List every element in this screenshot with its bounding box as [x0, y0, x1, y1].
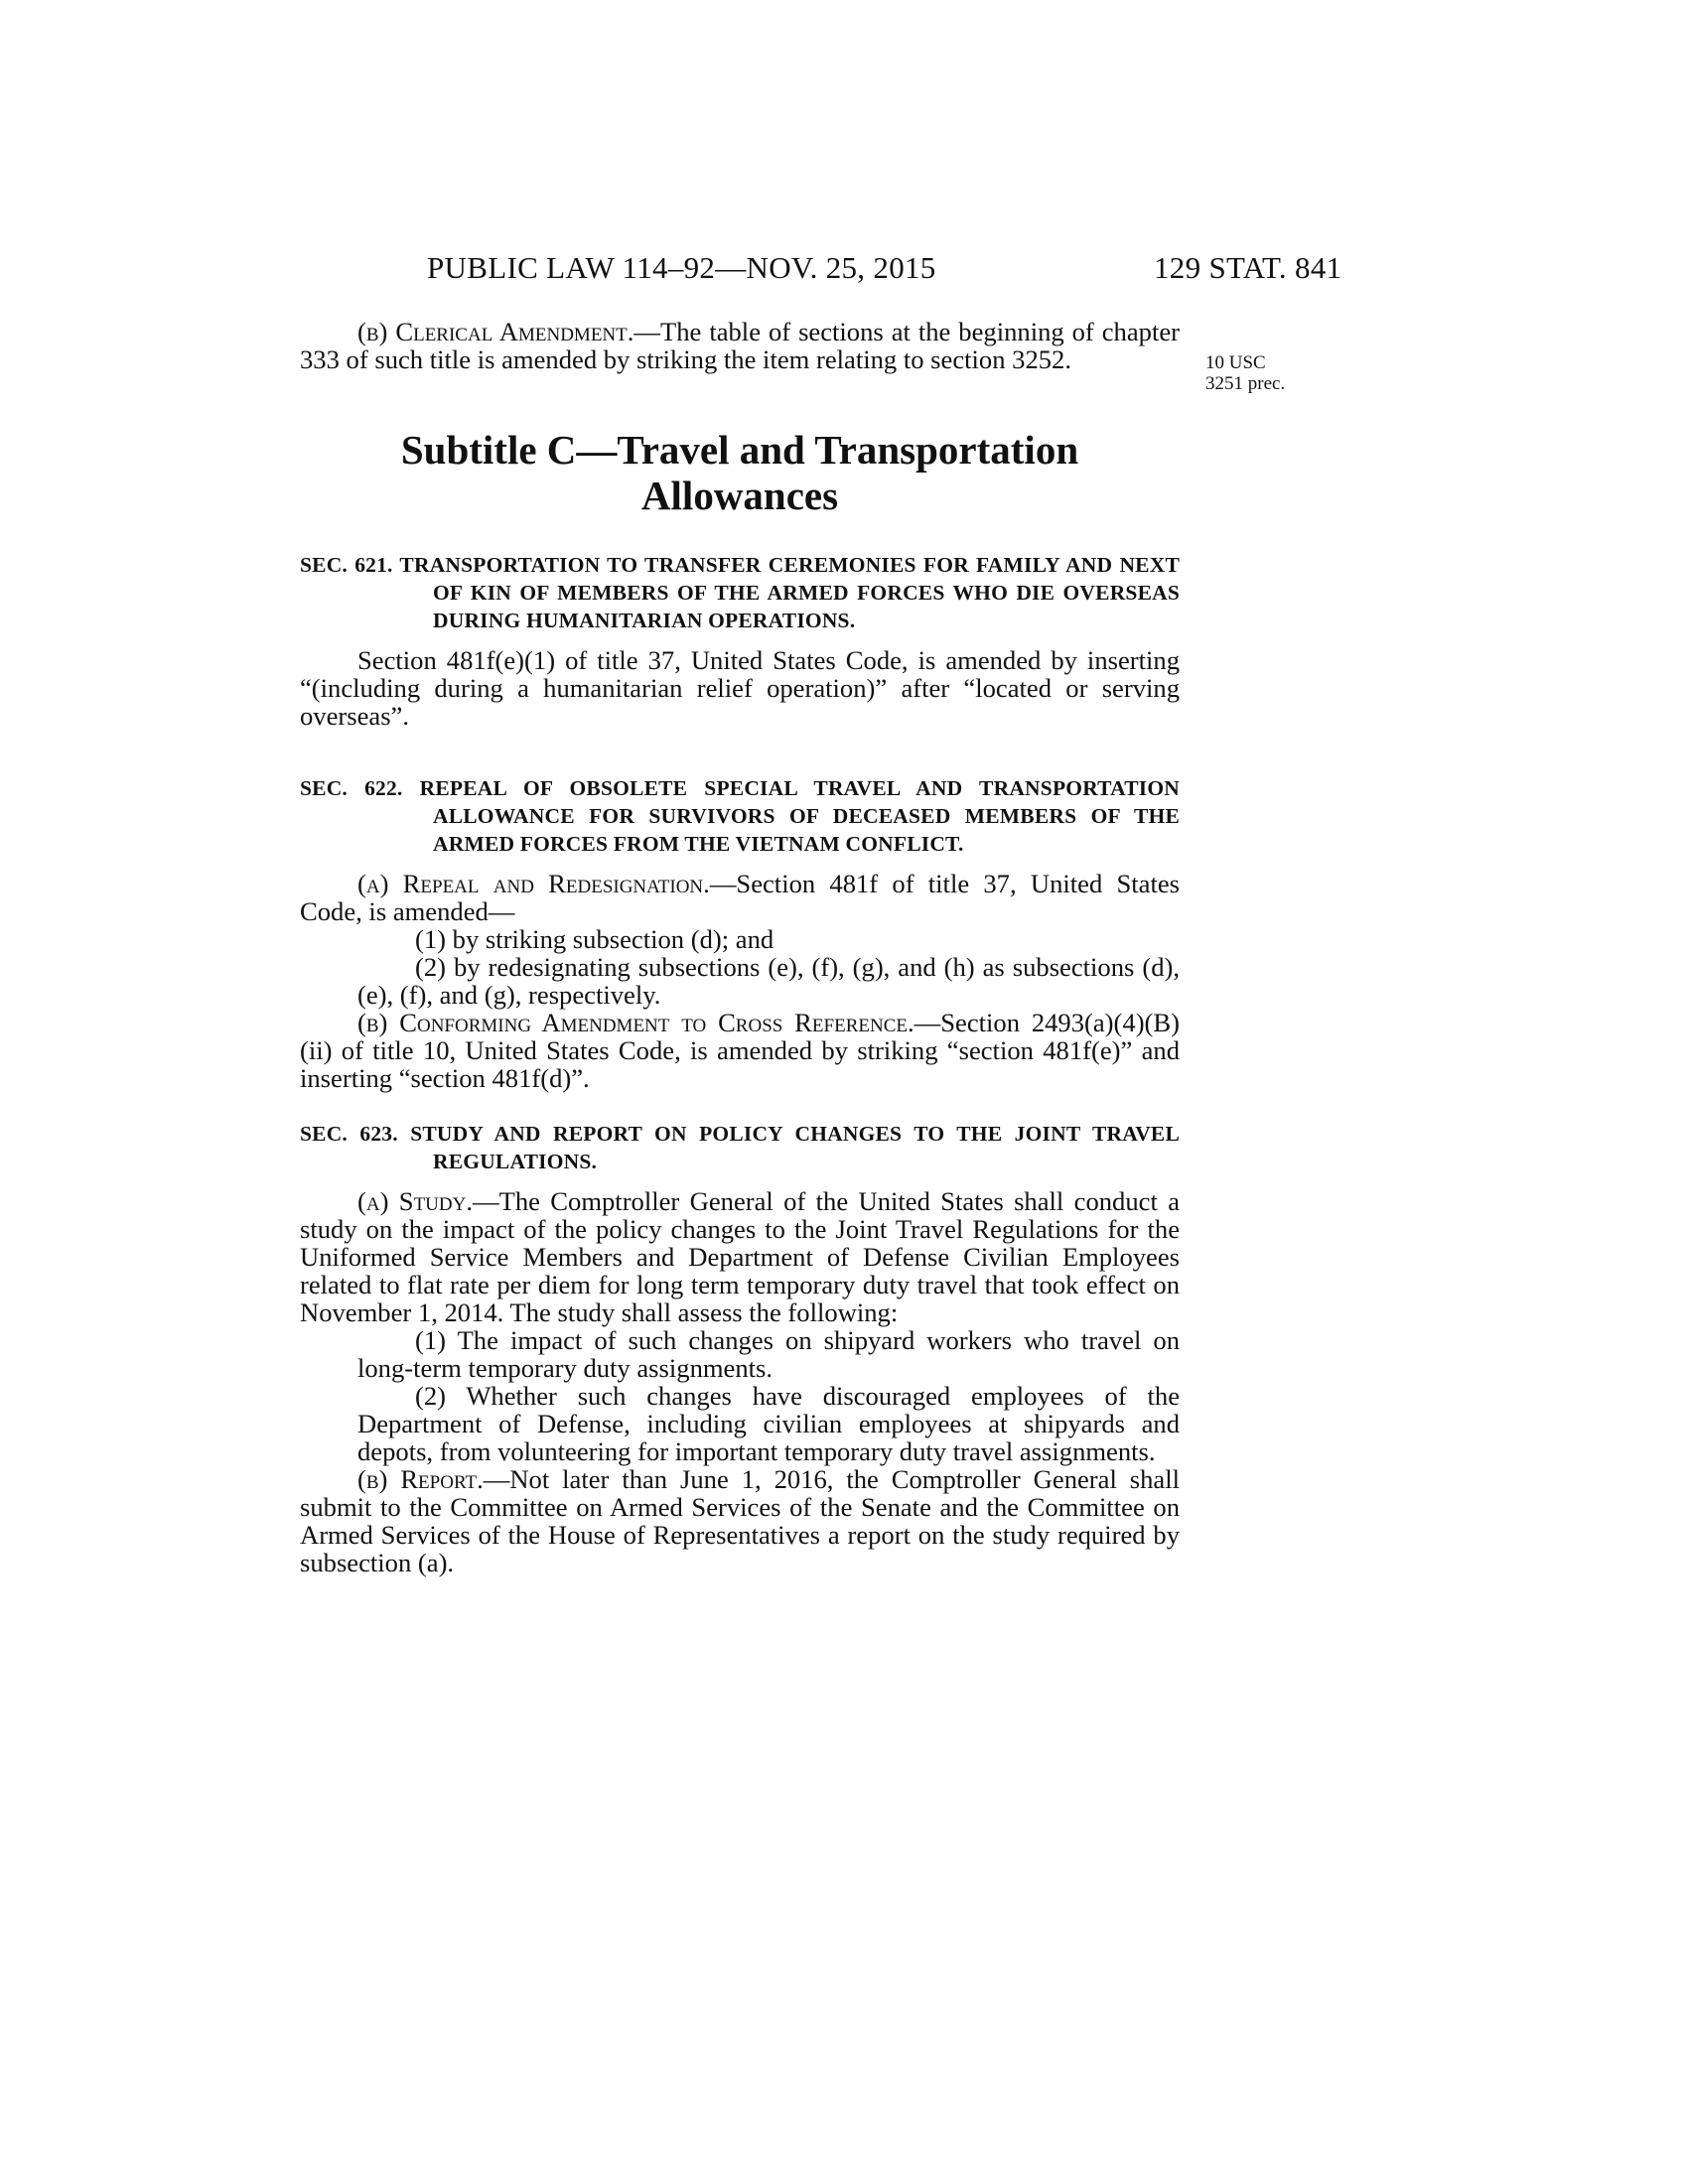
section-623-a-text: —The Comptroller General of the United States shall conduct a study on the impact of the policy changes to the Joint Travel Regulations for the Uniformed Service Members and Department of Defense Civilian Employees related to flat rate per diem for long term temporary duty travel that took effect on November 1, 2014. The study shall assess the following:: [300, 1186, 1181, 1327]
clerical-amendment-paragraph: [300, 318, 1180, 373]
section-623-subsection-b: [300, 1465, 1180, 1576]
section-622: [300, 774, 1180, 1092]
section-623-a-label: (a) Study.: [357, 1186, 473, 1216]
section-623-heading: SEC. 623. STUDY AND REPORT ON POLICY CHANGES TO THE JOINT TRAVEL REGULATIONS.: [300, 1122, 1180, 1173]
section-623-subsection-a: [300, 1187, 1180, 1326]
section-622-heading: SEC. 622. REPEAL OF OBSOLETE SPECIAL TRAVEL AND TRANSPORTATION ALLOWANCE FOR SURVIVORS OF DECEASED MEMBERS OF THE ARMED FORCES FROM THE VIETNAM CONFLICT.: [300, 776, 1180, 856]
section-621: [300, 551, 1180, 730]
section-622-item-1: (1) by striking subsection (d); and: [415, 924, 774, 954]
section-623-b-text: —Not later than June 1, 2016, the Comptroller General shall submit to the Committee on Armed Services of the Senate and the Committee on Armed Services of the House of Representatives a report on the study required by subsection (a).: [300, 1464, 1180, 1577]
section-622-a-text: —Section 481f of title 37, United States Code, is amended—: [300, 869, 1180, 926]
subtitle-line-2: Allowances: [640, 473, 839, 518]
section-623: [300, 1120, 1180, 1576]
section-621-body: Section 481f(e)(1) of title 37, United States Code, is amended by inserting “(including during a humanitarian relief operation)” after “located or serving overseas”.: [300, 645, 1180, 731]
margin-note: [1205, 352, 1295, 394]
subtitle-heading: [300, 427, 1180, 518]
section-623-item-2: (2) Whether such changes have discouraged employees of the Department of Defense, including civilian employees at shipyards and depots, from volunteering for important temporary duty travel assignments.: [357, 1381, 1180, 1466]
section-622-subsection-a: [300, 870, 1180, 925]
clerical-amendment-label: (b) Clerical Amendment.: [357, 317, 634, 346]
section-621-heading: SEC. 621. TRANSPORTATION TO TRANSFER CEREMONIES FOR FAMILY AND NEXT OF KIN OF MEMBERS OF THE ARMED FORCES WHO DIE OVERSEAS DURING HUMANITARIAN OPERATIONS.: [300, 553, 1180, 632]
clerical-amendment-text: —The table of sections at the beginning of chapter 333 of such title is amended by striking the item relating to section 3252.: [300, 317, 1180, 374]
section-622-b-text: —Section 2493(a)(4)(B)(ii) of title 10, United States Code, is amended by striking “section 481f(e)” and inserting “section 481f(d)”.: [300, 1008, 1180, 1093]
section-623-item-1: (1) The impact of such changes on shipyard workers who travel on long-term temporary duty assignments.: [357, 1325, 1180, 1383]
running-header-title: PUBLIC LAW 114–92—NOV. 25, 2015: [427, 250, 936, 285]
margin-note-line-2: 3251 prec.: [1205, 373, 1286, 394]
section-622-a-label: (a) Repeal and Redesignation.: [357, 869, 710, 898]
page-reference: 129 STAT. 841: [1154, 250, 1342, 285]
section-622-item-2: (2) by redesignating subsections (e), (f), (g), and (h) as subsections (d), (e), (f), and (g), respectively.: [357, 952, 1180, 1010]
subtitle-line-1: Subtitle C—Travel and Transportation: [400, 427, 1079, 473]
section-623-b-label: (b) Report.: [357, 1464, 484, 1494]
clerical-amendment-block: [300, 318, 1180, 373]
section-622-subsection-b: [300, 1009, 1180, 1092]
margin-note-line-1: 10 USC: [1205, 352, 1266, 373]
section-622-b-label: (b) Conforming Amendment to Cross Reference.: [357, 1008, 914, 1037]
